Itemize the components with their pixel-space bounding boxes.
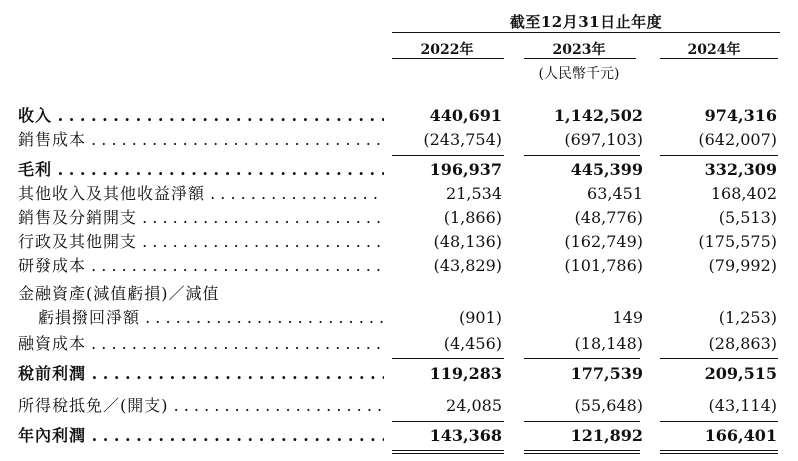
- value-2024: 209,515: [704, 364, 777, 383]
- dot-leader: [205, 184, 384, 203]
- value-2023: (48,776): [574, 208, 643, 227]
- value-2023: (55,648): [574, 396, 643, 415]
- subtotal-rule: [524, 358, 640, 359]
- row-label: 毛利: [18, 160, 53, 179]
- table-row-income-tax: [0, 394, 798, 418]
- row-label: 稅前利潤: [18, 364, 87, 383]
- value-2023: 445,399: [570, 160, 643, 179]
- table-row-profit-before-tax: [0, 362, 798, 386]
- column-header-2023: 2023年: [552, 42, 606, 58]
- dot-leader: [86, 130, 384, 149]
- value-2023: 177,539: [570, 364, 643, 383]
- year-underline-2022: [392, 58, 504, 59]
- dot-leader: [86, 256, 384, 275]
- table-row-finance-costs: [0, 332, 798, 356]
- value-2024: 332,309: [704, 160, 777, 179]
- row-label: 所得稅抵免／(開支): [18, 396, 169, 415]
- value-2022: 119,283: [429, 364, 502, 383]
- subtotal-rule: [392, 155, 504, 156]
- table-row-cost-of-sales: [0, 128, 798, 152]
- year-underline-2023: [524, 58, 636, 59]
- value-2024: (1,253): [718, 308, 777, 327]
- dot-leader: [86, 364, 384, 383]
- row-label: 銷售及分銷開支: [18, 208, 138, 227]
- table-row-gross-profit: [0, 158, 798, 182]
- dot-leader: [137, 208, 384, 227]
- value-2023: (101,786): [564, 256, 643, 275]
- value-2022: 24,085: [446, 396, 502, 415]
- value-2022: (43,829): [433, 256, 502, 275]
- year-underline-2024: [660, 58, 778, 59]
- row-label: 研發成本: [18, 256, 87, 275]
- subtotal-rule: [524, 155, 640, 156]
- table-row-admin-expenses: [0, 230, 798, 254]
- dot-leader: [52, 106, 384, 125]
- value-2024: 166,401: [704, 426, 777, 445]
- value-2024: (642,007): [698, 130, 777, 149]
- subtotal-rule: [392, 358, 504, 359]
- table-row-other-income: [0, 182, 798, 206]
- dot-leader: [169, 396, 385, 415]
- value-2024: (175,575): [698, 232, 777, 251]
- table-row-selling-expenses: [0, 206, 798, 230]
- dot-leader: [140, 308, 384, 327]
- table-row-profit-for-year: [0, 424, 798, 448]
- total-double-rule: [392, 450, 504, 454]
- table-row-revenue: [0, 104, 798, 128]
- value-2022: (1,866): [443, 208, 502, 227]
- value-2023: 63,451: [587, 184, 643, 203]
- row-label: 其他收入及其他收益淨額: [18, 184, 206, 203]
- value-2022: 440,691: [429, 106, 502, 125]
- column-header-2022: 2022年: [420, 42, 474, 58]
- total-double-rule: [660, 450, 778, 454]
- value-2023: 149: [612, 308, 643, 327]
- dot-leader: [86, 426, 384, 445]
- value-2024: (5,513): [718, 208, 777, 227]
- currency-unit: (人民幣千元): [538, 66, 620, 82]
- value-2023: (162,749): [564, 232, 643, 251]
- value-2023: 1,142,502: [553, 106, 643, 125]
- value-2022: 21,534: [446, 184, 502, 203]
- column-header-2024: 2024年: [687, 42, 741, 58]
- row-label: 金融資產(減值虧損)／減值: [18, 284, 220, 303]
- dot-leader: [137, 232, 384, 251]
- period-title: 截至12月31日止年度: [509, 13, 663, 31]
- value-2024: 168,402: [710, 184, 777, 203]
- value-2024: (43,114): [708, 396, 777, 415]
- value-2022: 143,368: [429, 426, 502, 445]
- table-row-impairment-net: [0, 306, 798, 330]
- value-2022: (48,136): [433, 232, 502, 251]
- value-2023: 121,892: [570, 426, 643, 445]
- row-label: 年內利潤: [18, 426, 87, 445]
- subtotal-rule: [660, 155, 778, 156]
- value-2022: (243,754): [423, 130, 502, 149]
- dot-leader: [86, 334, 384, 353]
- value-2022: (4,456): [443, 334, 502, 353]
- value-2024: (79,992): [708, 256, 777, 275]
- value-2022: (901): [458, 308, 502, 327]
- subtotal-rule: [660, 421, 778, 422]
- row-label: 融資成本: [18, 334, 87, 353]
- value-2024: 974,316: [704, 106, 777, 125]
- value-2022: 196,937: [429, 160, 502, 179]
- subtotal-rule: [524, 421, 640, 422]
- dot-leader: [52, 160, 384, 179]
- period-title-underline: [392, 32, 780, 33]
- row-label: 收入: [18, 106, 53, 125]
- row-label: 銷售成本: [18, 130, 87, 149]
- value-2024: (28,863): [708, 334, 777, 353]
- table-row-impairment-line1: [0, 282, 798, 306]
- row-label: 行政及其他開支: [18, 232, 138, 251]
- table-row-rd-costs: [0, 254, 798, 278]
- subtotal-rule: [392, 421, 504, 422]
- subtotal-rule: [660, 358, 778, 359]
- value-2023: (18,148): [574, 334, 643, 353]
- value-2023: (697,103): [564, 130, 643, 149]
- total-double-rule: [524, 450, 640, 454]
- row-label: 虧損撥回淨額: [38, 308, 141, 327]
